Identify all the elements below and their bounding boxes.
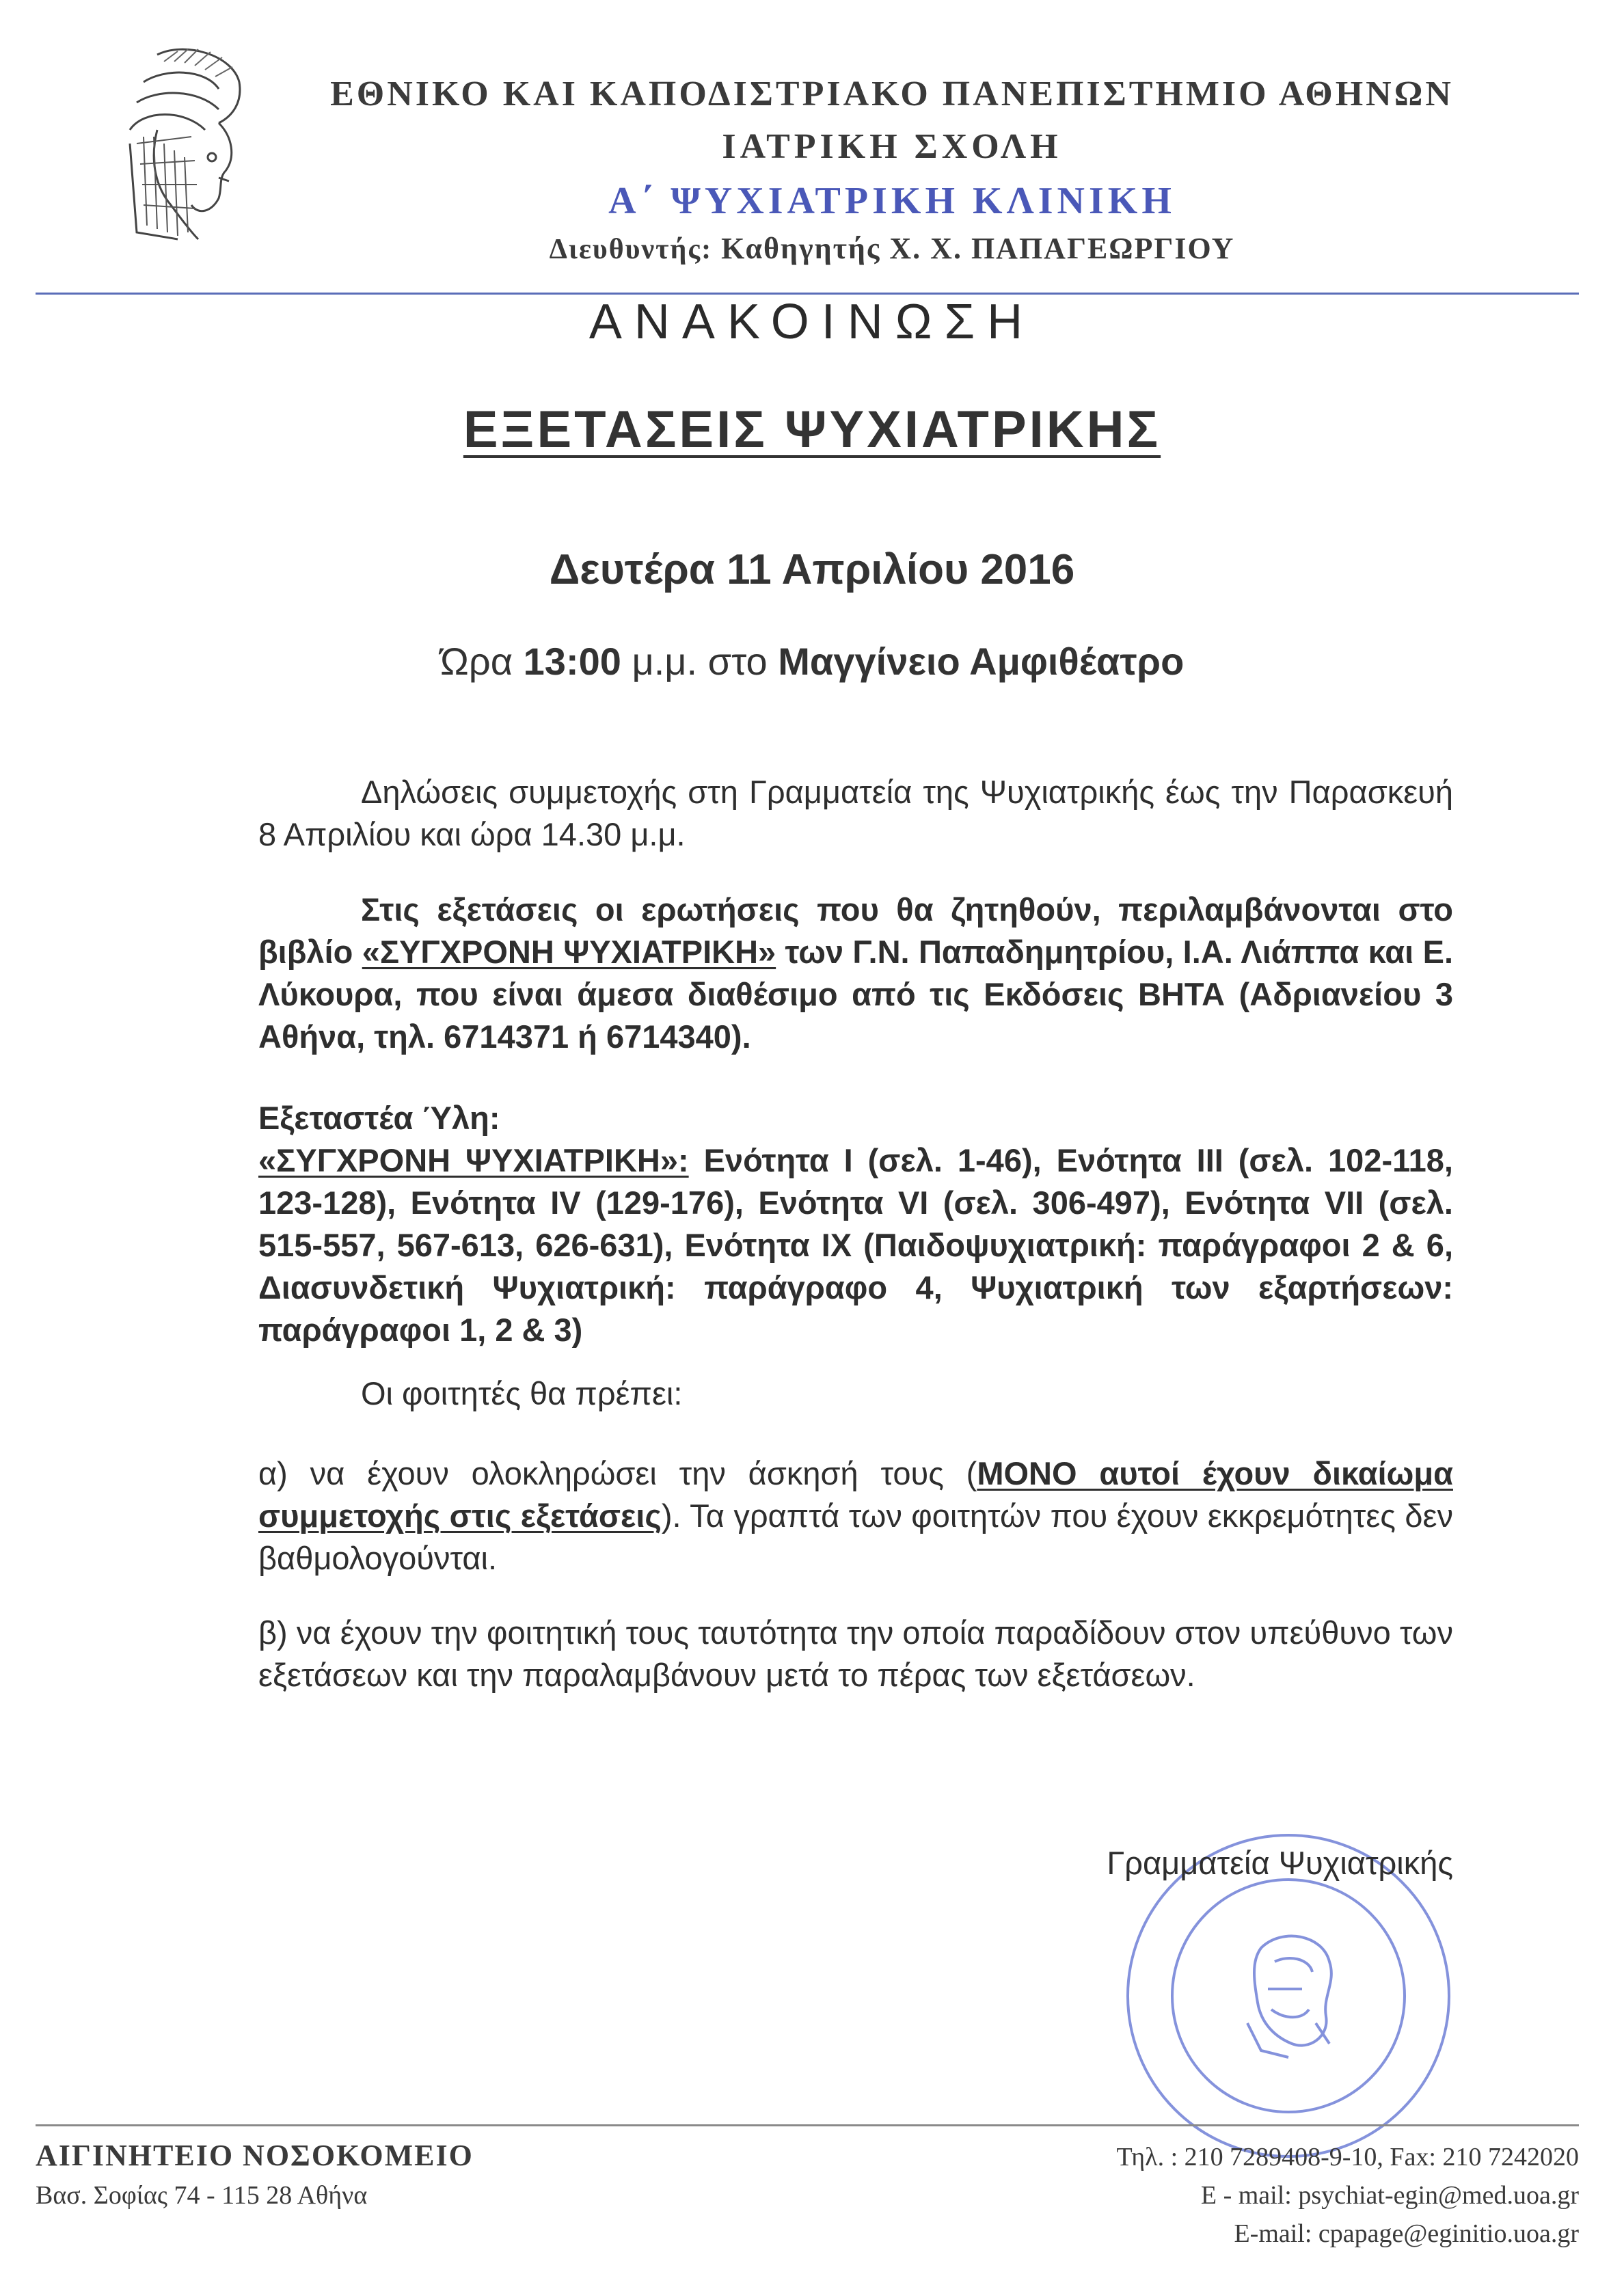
- requirement-a-end: ). Τα γραπτά των φοιτητών που έχουν εκκρεμότητες δεν βαθμολογούνται.: [258, 1498, 1454, 1576]
- requirement-a-emphasis: ΜΟΝΟ αυτοί έχουν δικαίωμα συμμετοχής στις εξετάσεις: [258, 1455, 1453, 1534]
- university-name: ΕΘΝΙΚΟ ΚΑΙ ΚΑΠΟΔΙΣΤΡΙΑΚΟ ΠΑΝΕΠΙΣΤΗΜΙΟ ΑΘΗΝΩΝ: [330, 75, 1454, 113]
- announcement-title: ΑΝΑΚΟΙΝΩΣΗ: [588, 295, 1036, 349]
- time-place: Μαγγίνειο Αμφιθέατρο: [778, 640, 1185, 683]
- questions-paragraph: [258, 889, 1453, 1058]
- exam-date: Δευτέρα 11 Απριλίου 2016: [549, 546, 1075, 593]
- hospital-name: ΑΙΓΙΝΗΤΕΙΟ ΝΟΣΟΚΟΜΕΙΟ: [36, 2139, 474, 2172]
- students-intro: Οι φοιτητές θα πρέπει:: [361, 1375, 683, 1411]
- requirement-b: β) να έχουν την φοιτητική τους ταυτότητα την οποία παραδίδουν στον υπεύθυνο των εξετάσεων και την παραλαμβάνουν μετά το πέρας των εξετάσεων.: [258, 1614, 1453, 1693]
- exam-subtitle: [0, 400, 1624, 459]
- school-name: ΙΑΤΡΙΚΗ ΣΧΟΛΗ: [722, 127, 1062, 166]
- questions-text-a: Στις εξετάσεις οι ερωτήσεις που θα ζητηθούν, περιλαμβάνονται στο βιβλίο: [258, 891, 1453, 970]
- email-primary[interactable]: E - mail: psychiat-egin@med.uoa.gr: [1200, 2181, 1579, 2210]
- hospital-address: Βασ. Σοφίας 74 - 115 28 Αθήνα: [36, 2181, 368, 2210]
- exam-subtitle-text: ΕΞΕΤΑΣΕΙΣ ΨΥΧΙΑΤΡΙΚΗΣ: [463, 401, 1161, 459]
- registration-paragraph: Δηλώσεις συμμετοχής στη Γραμματεία της Ψυχιατρικής έως την Παρασκευή 8 Απριλίου και ώρα 14.30 μ.μ.: [258, 774, 1453, 852]
- footer-divider: [36, 2124, 1579, 2126]
- exam-time-line: [0, 639, 1624, 683]
- director-label: Διευθυντής:: [549, 234, 713, 265]
- syllabus-paragraph: [258, 1097, 1453, 1351]
- director-line: [260, 231, 1524, 266]
- director-name: Καθηγητής Χ. Χ. ΠΑΠΑΓΕΩΡΓΙΟΥ: [721, 232, 1235, 265]
- phone-fax: Τηλ. : 210 7289408-9-10, Fax: 210 7242020: [1116, 2143, 1579, 2171]
- syllabus-book-title: «ΣΥΓΧΡΟΝΗ ΨΥΧΙΑΤΡΙΚΗ»:: [258, 1142, 689, 1178]
- requirement-a-start: α) να έχουν ολοκληρώσει την άσκησή τους (: [258, 1455, 977, 1491]
- requirement-a: [258, 1452, 1453, 1580]
- signature: Γραμματεία Ψυχιατρικής: [1107, 1845, 1453, 1881]
- time-prefix: Ώρα: [439, 640, 513, 683]
- syllabus-label: Εξεταστέα Ύλη:: [258, 1100, 500, 1136]
- questions-text-b: των Γ.Ν. Παπαδημητρίου, Ι.Α. Λιάππα και Ε. Λύκουρα, που είναι άμεσα διαθέσιμο από τις Εκδόσεις ΒΗΤΑ (Αδριανείου 3 Αθήνα, τηλ. 6714371 ή 6714340).: [258, 934, 1454, 1055]
- questions-book-title: «ΣΥΓΧΡΟΝΗ ΨΥΧΙΑΤΡΙΚΗ»: [362, 934, 776, 970]
- time-mid: μ.μ. στο: [632, 640, 768, 683]
- syllabus-text: Ενότητα Ι (σελ. 1-46), Ενότητα ΙΙΙ (σελ. 102-118, 123-128), Ενότητα IV (129-176), Ενότητα VI (σελ. 306-497), Ενότητα VII (σελ. 515-557, 567-613, 626-631), Ενότητα ΙΧ (Παιδοψυχιατρική: παράγραφοι 2 & 6, Διασυνδετική Ψυχιατρική: παράγραφο 4, Ψυχιατρική των εξαρτήσεων: παράγραφοι 1, 2 & 3): [258, 1142, 1453, 1348]
- clinic-name: Α΄ ΨΥΧΙΑΤΡΙΚΗ ΚΛΙΝΙΚΗ: [608, 180, 1176, 222]
- athena-logo-icon: [116, 41, 260, 246]
- time-hour: 13:00: [523, 640, 621, 683]
- email-secondary[interactable]: E-mail: cpapage@eginitio.uoa.gr: [1234, 2219, 1579, 2248]
